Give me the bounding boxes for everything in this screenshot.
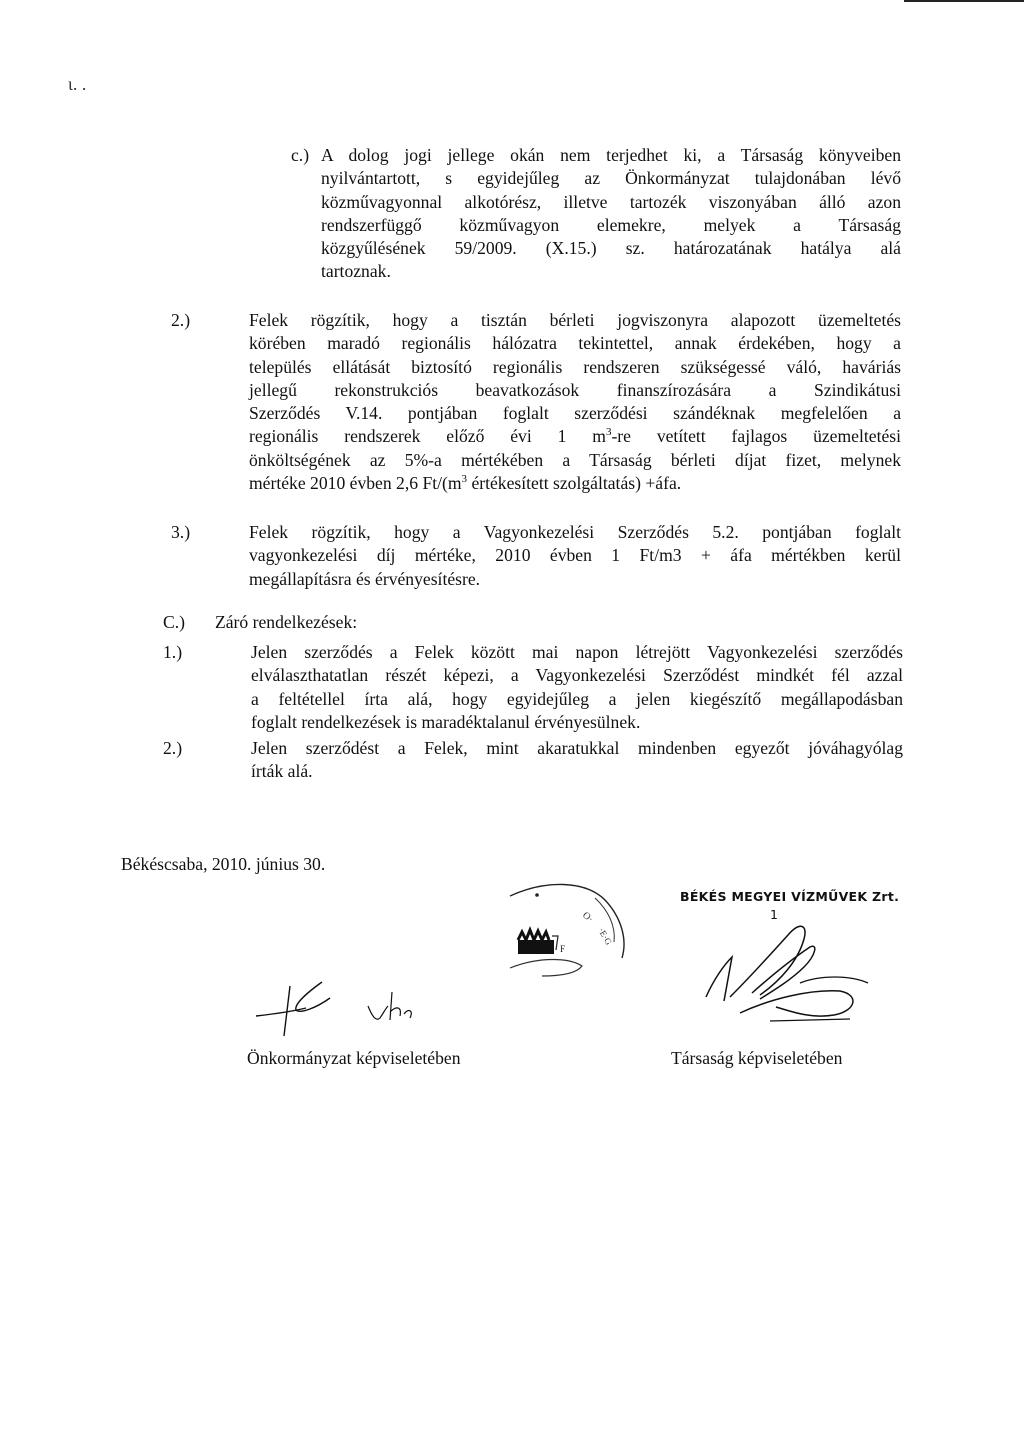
section-C-title: Záró rendelkezések:	[215, 612, 358, 632]
text-line: közművagyonnal alkotórész, illetve tartozék viszonyában álló azon	[321, 191, 901, 212]
text-line: önköltségének az 5%-a mértékében a Társaság bérleti díjat fizet, melynek	[249, 449, 901, 470]
company-stamp: BÉKÉS MEGYEI VÍZMŰVEK Zrt.	[680, 889, 900, 904]
closing-2-paragraph	[251, 737, 903, 784]
signature-right-icon	[700, 915, 880, 1035]
right-signature-caption: Társaság képviseletében	[671, 1048, 843, 1068]
svg-text:F: F	[560, 944, 566, 954]
place-date: Békéscsaba, 2010. június 30.	[121, 854, 326, 874]
superscript: 3	[461, 473, 468, 486]
closing-1-label: 1.)	[163, 642, 183, 662]
text-line: Jelen szerződést a Felek, mint akaratukkal mindenben egyezőt jóváhagyólag	[251, 738, 903, 758]
top-edge-rule	[904, 0, 1024, 2]
section-c-small-paragraph	[321, 144, 901, 284]
section-c-small-label: c.)	[291, 145, 310, 165]
text-fragment: értékesített szolgáltatás) +áfa.	[467, 473, 682, 494]
svg-text:O·: O·	[580, 909, 596, 926]
text-line: jellegű rekonstrukciós beavatkozások finanszírozására a Szindikátusi	[249, 379, 901, 400]
stamp-number: 1	[770, 907, 779, 922]
signature-left-icon	[250, 978, 450, 1038]
text-line: körében maradó regionális hálózatra tekintettel, annak érdekében, hogy a	[249, 333, 901, 354]
text-line: rendszerfüggő közművagyon elemekre, melyek a Társaság	[321, 214, 901, 235]
section-C-label: C.)	[163, 612, 185, 632]
item-2-paragraph	[249, 309, 901, 495]
item-2-label: 2.)	[171, 310, 191, 330]
item-3-paragraph	[249, 521, 901, 591]
closing-2-label: 2.)	[163, 738, 183, 758]
text-line: írták alá.	[251, 761, 313, 782]
text-line: vagyonkezelési díj mértéke, 2010 évben 1 Ft/m3 + áfa mértékben kerül	[249, 545, 901, 566]
text-line: tartoznak.	[321, 261, 391, 282]
text-line-with-superscript	[249, 472, 901, 495]
text-fragment: regionális rendszerek előző évi 1 m	[249, 426, 606, 447]
corner-mark: ι. .	[68, 74, 87, 94]
text-line: település ellátását biztosító regionális rendszeren szükségessé váló, haváriás	[249, 356, 901, 377]
item-3-label: 3.)	[171, 522, 191, 542]
text-line: megállapításra és érvényesítésre.	[249, 568, 481, 589]
closing-1-paragraph	[251, 641, 903, 734]
text-line: A dolog jogi jellege okán nem terjedhet ki, a Társaság könyveiben	[321, 145, 901, 165]
text-line: Felek rögzítik, hogy a Vagyonkezelési Szerződés 5.2. pontjában foglalt	[249, 522, 901, 542]
text-line: a feltétellel írta alá, hogy egyidejűleg a jelen kiegészítő megállapodásban	[251, 688, 903, 709]
text-line: Jelen szerződés a Felek között mai napon létrejött Vagyonkezelési szerződés	[251, 642, 903, 662]
round-stamp-icon	[490, 878, 650, 1018]
text-line: nyilvántartott, s egyidejűleg az Önkormányzat tulajdonában lévő	[321, 168, 901, 189]
text-fragment: -re vetített fajlagos üzemeltetési	[611, 426, 902, 447]
left-signature-caption: Önkormányzat képviseletében	[247, 1048, 461, 1068]
svg-text:·E·G: ·E·G	[596, 926, 614, 947]
text-line: Szerződés V.14. pontjában foglalt szerződési szándéknak megfelelően a	[249, 403, 901, 424]
text-line: Felek rögzítik, hogy a tisztán bérleti jogviszonyra alapozott üzemeltetés	[249, 310, 901, 330]
text-fragment: mértéke 2010 évben 2,6 Ft/(m	[249, 473, 462, 494]
text-line-with-superscript	[249, 425, 901, 448]
text-line: elválaszthatatlan részét képezi, a Vagyonkezelési Szerződést mindkét fél azzal	[251, 665, 903, 686]
superscript: 3	[605, 426, 612, 439]
text-line: foglalt rendelkezések is maradéktalanul érvényesülnek.	[251, 711, 641, 732]
text-line: közgyűlésének 59/2009. (X.15.) sz. határozatának hatálya alá	[321, 238, 901, 259]
